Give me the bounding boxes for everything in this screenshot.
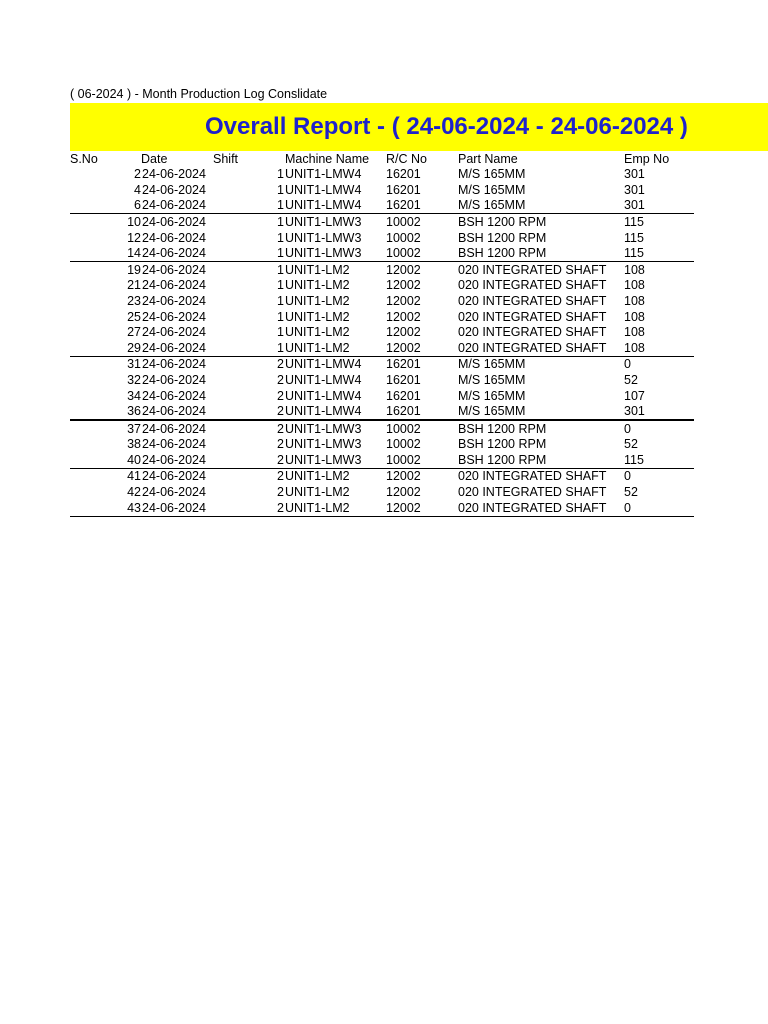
cell-machine: UNIT1-LMW3 xyxy=(285,230,362,245)
table-row xyxy=(70,230,694,246)
table-row xyxy=(70,278,694,294)
cell-date: 24-06-2024 xyxy=(142,469,206,484)
cell-date: 24-06-2024 xyxy=(142,357,206,372)
cell-emp: 108 xyxy=(624,309,645,324)
cell-part: 020 INTEGRATED SHAFT xyxy=(458,262,607,277)
cell-rc: 12002 xyxy=(386,262,421,277)
table-row xyxy=(70,484,694,500)
cell-machine: UNIT1-LMW4 xyxy=(284,198,386,214)
cell-part: BSH 1200 RPM xyxy=(458,452,624,468)
cell-sno: 10 xyxy=(127,214,141,229)
cell-shift: 1 xyxy=(277,214,284,229)
cell-date: 24-06-2024 xyxy=(142,372,206,387)
cell-emp: 301 xyxy=(624,182,645,197)
cell-shift: 2 xyxy=(277,469,284,484)
table-row xyxy=(70,420,694,437)
col-header-rc: R/C No xyxy=(386,151,427,166)
cell-sno: 32 xyxy=(127,372,141,387)
cell-emp: 115 xyxy=(624,246,694,262)
cell-rc: 16201 xyxy=(386,357,421,372)
cell-emp: 115 xyxy=(624,214,644,229)
table-row xyxy=(70,356,694,372)
cell-part: M/S 165MM xyxy=(458,182,526,197)
cell-rc: 10002 xyxy=(386,230,421,245)
cell-rc: 10002 xyxy=(386,437,421,452)
cell-rc: 16201 xyxy=(386,198,458,214)
cell-shift: 2 xyxy=(213,500,284,516)
cell-shift: 1 xyxy=(277,167,284,182)
cell-date: 24-06-2024 xyxy=(142,214,206,229)
cell-emp: 301 xyxy=(624,404,694,421)
cell-machine: UNIT1-LMW4 xyxy=(284,404,386,421)
cell-rc: 12002 xyxy=(386,485,421,500)
table-row xyxy=(70,388,694,404)
cell-shift: 2 xyxy=(277,485,284,500)
cell-rc: 12002 xyxy=(386,278,421,293)
cell-machine: UNIT1-LMW3 xyxy=(285,437,362,452)
cell-part: BSH 1200 RPM xyxy=(458,230,547,245)
cell-sno: 37 xyxy=(127,421,141,436)
cell-emp: 108 xyxy=(624,278,645,293)
table-row xyxy=(70,468,694,484)
cell-shift: 1 xyxy=(277,230,284,245)
cell-part: M/S 165MM xyxy=(458,357,526,372)
cell-emp: 115 xyxy=(624,452,694,468)
cell-shift: 1 xyxy=(213,340,284,356)
cell-date: 24-06-2024 xyxy=(141,452,213,468)
cell-rc: 12002 xyxy=(386,309,421,324)
cell-sno: 40 xyxy=(70,452,141,468)
cell-rc: 12002 xyxy=(386,469,421,484)
cell-shift: 1 xyxy=(213,246,284,262)
report-subtitle: ( 06-2024 ) - Month Production Log Conslidate xyxy=(70,87,328,101)
cell-part: BSH 1200 RPM xyxy=(458,214,547,229)
cell-rc: 12002 xyxy=(386,500,458,516)
cell-shift: 1 xyxy=(277,309,284,324)
cell-sno: 29 xyxy=(70,340,141,356)
cell-emp: 115 xyxy=(624,230,644,245)
cell-date: 24-06-2024 xyxy=(142,309,206,324)
cell-machine: UNIT1-LM2 xyxy=(284,340,386,356)
table-row xyxy=(70,262,694,278)
cell-machine: UNIT1-LMW4 xyxy=(285,357,362,372)
cell-shift: 1 xyxy=(277,278,284,293)
cell-shift: 2 xyxy=(277,421,284,436)
cell-part: 020 INTEGRATED SHAFT xyxy=(458,485,607,500)
cell-date: 24-06-2024 xyxy=(141,500,213,516)
cell-emp: 0 xyxy=(624,500,694,516)
cell-date: 24-06-2024 xyxy=(141,340,213,356)
cell-rc: 16201 xyxy=(386,372,421,387)
cell-rc: 16201 xyxy=(386,404,458,421)
cell-date: 24-06-2024 xyxy=(142,485,206,500)
cell-emp: 0 xyxy=(624,469,631,484)
cell-date: 24-06-2024 xyxy=(142,421,206,436)
cell-sno: 2 xyxy=(134,167,141,182)
production-log-table xyxy=(70,151,694,517)
cell-shift: 1 xyxy=(277,182,284,197)
cell-emp: 108 xyxy=(624,340,694,356)
cell-part: 020 INTEGRATED SHAFT xyxy=(458,325,607,340)
table-row xyxy=(70,246,694,262)
cell-emp: 107 xyxy=(624,388,645,403)
cell-rc: 12002 xyxy=(386,293,421,308)
cell-date: 24-06-2024 xyxy=(142,437,206,452)
cell-shift: 1 xyxy=(277,325,284,340)
cell-machine: UNIT1-LM2 xyxy=(285,309,350,324)
cell-part: BSH 1200 RPM xyxy=(458,437,547,452)
cell-sno: 27 xyxy=(127,325,141,340)
cell-part: BSH 1200 RPM xyxy=(458,246,624,262)
cell-rc: 10002 xyxy=(386,214,421,229)
cell-rc: 12002 xyxy=(386,340,458,356)
cell-date: 24-06-2024 xyxy=(142,325,206,340)
cell-sno: 43 xyxy=(70,500,141,516)
cell-sno: 12 xyxy=(127,230,141,245)
table-body xyxy=(70,167,694,517)
cell-date: 24-06-2024 xyxy=(142,293,206,308)
cell-rc: 16201 xyxy=(386,182,421,197)
cell-shift: 1 xyxy=(277,262,284,277)
cell-emp: 108 xyxy=(624,325,645,340)
title-band xyxy=(70,103,768,151)
table-row xyxy=(70,309,694,325)
cell-machine: UNIT1-LMW4 xyxy=(285,182,362,197)
cell-sno: 41 xyxy=(127,469,141,484)
table-row xyxy=(70,500,694,516)
cell-shift: 1 xyxy=(213,198,284,214)
cell-sno: 6 xyxy=(70,198,141,214)
table-row xyxy=(70,293,694,309)
cell-shift: 2 xyxy=(277,372,284,387)
cell-part: M/S 165MM xyxy=(458,167,526,182)
cell-machine: UNIT1-LM2 xyxy=(285,262,350,277)
cell-rc: 16201 xyxy=(386,388,421,403)
cell-machine: UNIT1-LM2 xyxy=(285,485,350,500)
cell-sno: 36 xyxy=(70,404,141,421)
report-title: Overall Report - ( 24-06-2024 - 24-06-2024 ) xyxy=(205,113,688,140)
cell-machine: UNIT1-LMW4 xyxy=(285,388,362,403)
cell-emp: 52 xyxy=(624,437,638,452)
cell-emp: 108 xyxy=(624,293,645,308)
cell-part: 020 INTEGRATED SHAFT xyxy=(458,293,607,308)
table-row xyxy=(70,198,694,214)
cell-machine: UNIT1-LMW3 xyxy=(285,421,362,436)
cell-date: 24-06-2024 xyxy=(142,388,206,403)
cell-part: 020 INTEGRATED SHAFT xyxy=(458,469,607,484)
cell-shift: 2 xyxy=(213,452,284,468)
table-row xyxy=(70,167,694,183)
table-row xyxy=(70,182,694,198)
table-header-row xyxy=(70,151,694,167)
cell-shift: 2 xyxy=(213,404,284,421)
cell-part: 020 INTEGRATED SHAFT xyxy=(458,340,624,356)
cell-shift: 1 xyxy=(277,293,284,308)
cell-rc: 10002 xyxy=(386,452,458,468)
table-row xyxy=(70,372,694,388)
table-row xyxy=(70,404,694,421)
col-header-machine: Machine Name xyxy=(285,151,370,166)
col-header-part: Part Name xyxy=(458,151,518,166)
table-row xyxy=(70,452,694,468)
cell-sno: 21 xyxy=(127,278,141,293)
cell-emp: 52 xyxy=(624,485,638,500)
cell-rc: 12002 xyxy=(386,325,421,340)
cell-machine: UNIT1-LM2 xyxy=(284,500,386,516)
cell-date: 24-06-2024 xyxy=(142,262,206,277)
cell-emp: 108 xyxy=(624,262,645,277)
cell-sno: 23 xyxy=(127,293,141,308)
cell-shift: 2 xyxy=(277,437,284,452)
cell-sno: 19 xyxy=(127,262,141,277)
cell-date: 24-06-2024 xyxy=(142,167,206,182)
cell-date: 24-06-2024 xyxy=(141,198,213,214)
cell-sno: 31 xyxy=(127,357,141,372)
cell-sno: 34 xyxy=(127,388,141,403)
cell-rc: 10002 xyxy=(386,246,458,262)
cell-machine: UNIT1-LMW3 xyxy=(284,246,386,262)
cell-date: 24-06-2024 xyxy=(142,278,206,293)
cell-emp: 52 xyxy=(624,372,638,387)
table-row xyxy=(70,437,694,453)
col-header-date: Date xyxy=(141,151,168,166)
cell-emp: 301 xyxy=(624,198,694,214)
cell-part: 020 INTEGRATED SHAFT xyxy=(458,309,607,324)
table-row xyxy=(70,340,694,356)
cell-part: 020 INTEGRATED SHAFT xyxy=(458,500,624,516)
cell-emp: 0 xyxy=(624,357,631,372)
cell-machine: UNIT1-LMW3 xyxy=(284,452,386,468)
cell-machine: UNIT1-LM2 xyxy=(285,469,350,484)
cell-sno: 25 xyxy=(127,309,141,324)
cell-part: M/S 165MM xyxy=(458,388,526,403)
cell-sno: 42 xyxy=(127,485,141,500)
col-header-sno: S.No xyxy=(70,151,98,166)
cell-shift: 2 xyxy=(277,388,284,403)
cell-machine: UNIT1-LMW4 xyxy=(285,372,362,387)
col-header-emp: Emp No xyxy=(624,151,670,166)
cell-rc: 10002 xyxy=(386,421,421,436)
cell-sno: 4 xyxy=(134,182,141,197)
cell-date: 24-06-2024 xyxy=(141,246,213,262)
cell-machine: UNIT1-LM2 xyxy=(285,278,350,293)
cell-part: BSH 1200 RPM xyxy=(458,421,547,436)
cell-part: M/S 165MM xyxy=(458,404,624,421)
cell-part: M/S 165MM xyxy=(458,372,526,387)
col-header-shift: Shift xyxy=(213,151,239,166)
cell-emp: 0 xyxy=(624,421,631,436)
table-row xyxy=(70,214,694,230)
cell-date: 24-06-2024 xyxy=(142,230,206,245)
cell-part: M/S 165MM xyxy=(458,198,624,214)
cell-machine: UNIT1-LM2 xyxy=(285,325,350,340)
cell-rc: 16201 xyxy=(386,167,421,182)
cell-sno: 38 xyxy=(127,437,141,452)
cell-date: 24-06-2024 xyxy=(142,182,206,197)
cell-shift: 2 xyxy=(277,357,284,372)
cell-date: 24-06-2024 xyxy=(141,404,213,421)
title-clip xyxy=(70,103,690,151)
cell-machine: UNIT1-LM2 xyxy=(285,293,350,308)
cell-part: 020 INTEGRATED SHAFT xyxy=(458,278,607,293)
cell-machine: UNIT1-LMW3 xyxy=(285,214,362,229)
cell-sno: 14 xyxy=(70,246,141,262)
cell-machine: UNIT1-LMW4 xyxy=(285,167,362,182)
cell-emp: 301 xyxy=(624,167,645,182)
table-row xyxy=(70,325,694,341)
